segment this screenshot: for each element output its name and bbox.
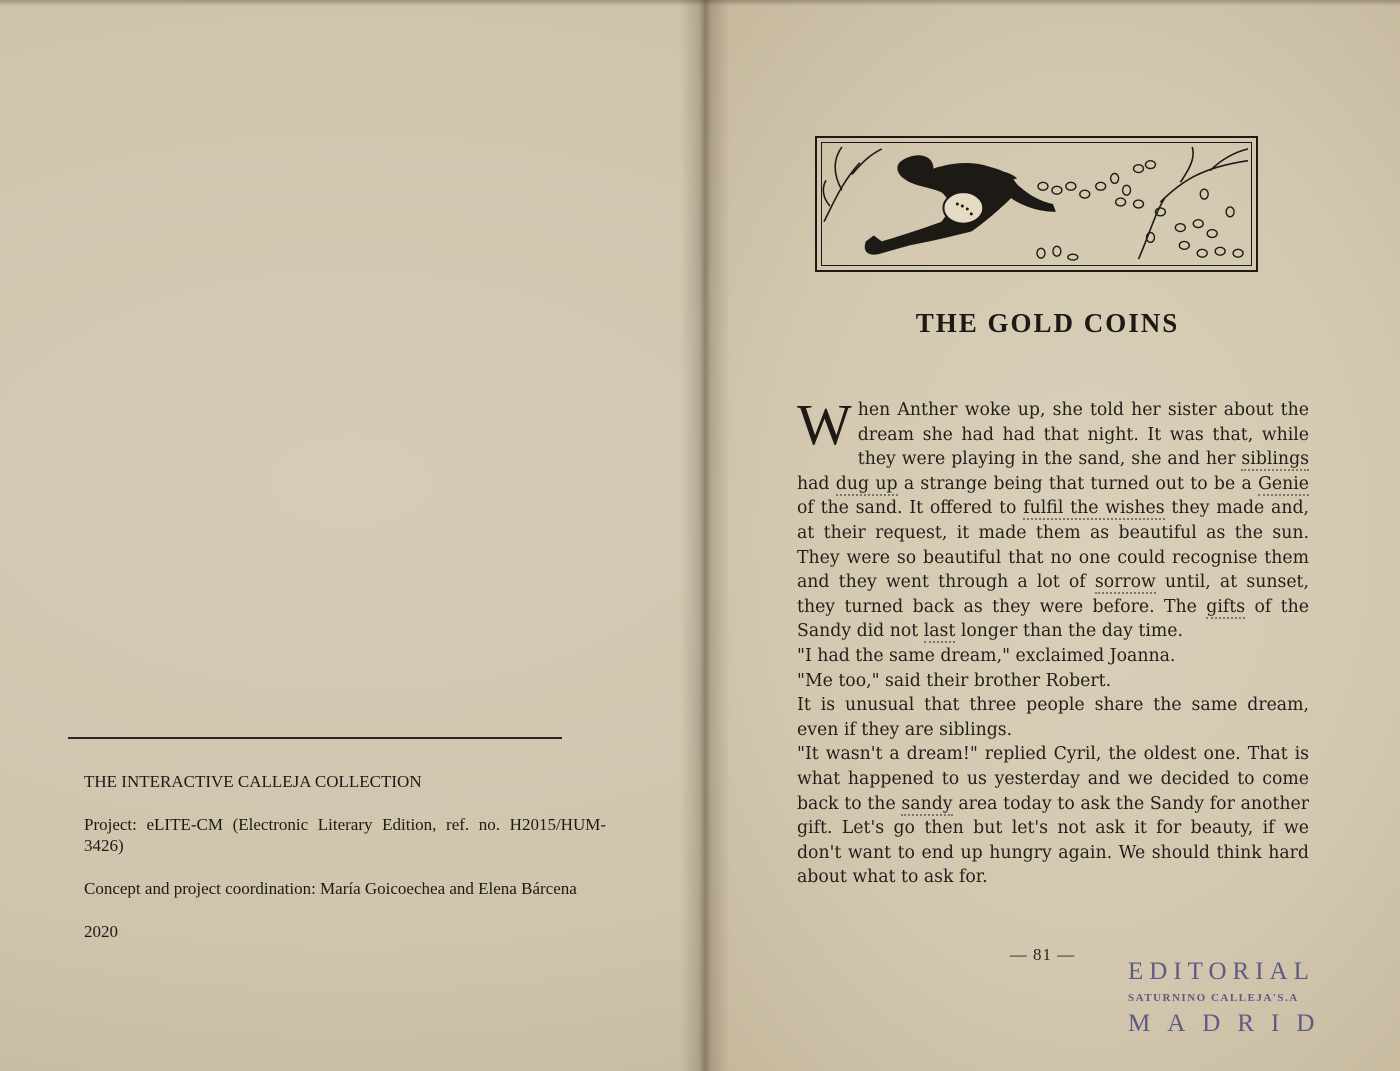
glossary-link-fulfil-the-wishes[interactable]: fulfil the wishes — [1023, 498, 1165, 519]
stamp-line-city: MADRID — [1128, 1010, 1332, 1037]
glossary-link-dug-up[interactable]: dug up — [835, 473, 898, 494]
story-text-run: of the sand. It offered to — [797, 498, 1024, 519]
stamp-line-editorial: EDITORIAL — [1128, 958, 1315, 985]
story-paragraph: "Me too," said their brother Robert. — [797, 670, 1112, 691]
glossary-link-last[interactable]: last — [923, 621, 956, 642]
project-credit: Project: eLITE-CM (Electronic Literary Edition, ref. no. H2015/HUM-3426) — [84, 815, 606, 855]
story-paragraph — [797, 392, 1310, 644]
story-text-run: had — [797, 473, 836, 494]
stamp-line-publisher: SATURNINO CALLEJA'S.A — [1128, 992, 1299, 1004]
story-paragraph: It is unusual that three people share the same dream, even if they are siblings. — [797, 695, 1309, 740]
story-text-run: of the Sandy did not — [797, 596, 1309, 642]
chapter-title: THE GOLD COINS — [915, 308, 1180, 338]
story-paragraph — [797, 742, 1309, 890]
story-text-run: a strange being that turned out to be a — [897, 473, 1259, 494]
story-text-run: until, at sunset, they turned back as they were before. The — [797, 572, 1309, 617]
publication-year: 2020 — [84, 922, 118, 941]
coordination-credit: Concept and project coordination: María Goicoechea and Elena Bárcena — [84, 879, 577, 898]
glossary-link-genie[interactable]: Genie — [1258, 473, 1309, 494]
story-text-run: area today to ask the Sandy for another gift. Let's go then but let's not ask it for beauty, if we don't want to end up hungry again. We should think hard about what to ask for. — [797, 793, 1309, 888]
credits-block — [84, 771, 606, 942]
credits-divider — [68, 737, 562, 739]
story-paragraph: "I had the same dream," exclaimed Joanna. — [797, 645, 1176, 666]
story-text-run: hen Anther woke up, she told her sister about the dream she had had that night. It was that, while they were playing in the sand, she and her — [857, 400, 1309, 470]
book-gutter — [680, 0, 730, 1071]
glossary-link-sandy[interactable]: sandy — [901, 793, 953, 814]
publisher-stamp — [1128, 958, 1333, 1038]
glossary-link-siblings[interactable]: siblings — [1241, 449, 1309, 470]
story-text-run: "It wasn't a dream!" replied Cyril, the oldest one. That is what happened to us yesterday and we decided to come back to the — [797, 744, 1309, 814]
page-number: — 81 — — [1009, 945, 1076, 964]
story-text-run: they made and, at their request, it made them as beautiful as the sun. They were so beautiful that no one could recognise them and they went through a lot of — [797, 498, 1310, 593]
running-boy-coins-illustration — [815, 136, 1258, 272]
glossary-link-sorrow[interactable]: sorrow — [1094, 572, 1156, 593]
story-text-run: longer than the day time. — [955, 621, 1183, 642]
story-text — [797, 392, 1310, 890]
page-edge-shadow — [0, 0, 1400, 6]
collection-title: THE INTERACTIVE CALLEJA COLLECTION — [84, 772, 422, 791]
drop-cap: W — [797, 392, 852, 457]
glossary-link-gifts[interactable]: gifts — [1206, 596, 1246, 617]
illustration-drawing — [822, 143, 1251, 265]
